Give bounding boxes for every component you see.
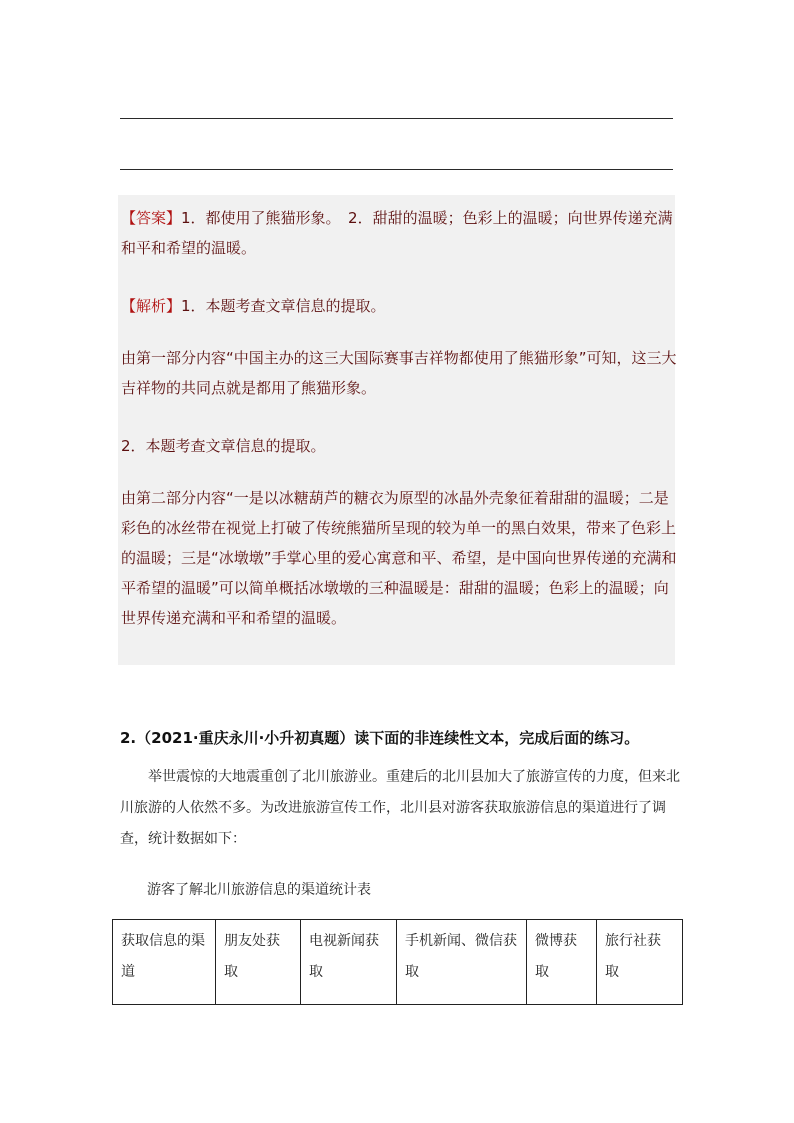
- table-title: 游客了解北川旅游信息的渠道统计表: [147, 882, 371, 898]
- answer-tag: 【答案】: [121, 209, 182, 227]
- analysis-intro: 1．本题考查文章信息的提取。: [181, 297, 386, 315]
- answer-text: 1．都使用了熊猫形象。 2．甜甜的温暖；色彩上的温暖；向世界传递充满和平和希望的温暖。: [121, 209, 673, 257]
- analysis-paragraph: [121, 291, 677, 321]
- channels-table: [112, 919, 683, 1005]
- answer-blank-line-1: [120, 118, 673, 119]
- table-header-cell: 微博获取: [527, 920, 597, 1005]
- table-header-cell: 朋友处获取: [216, 920, 301, 1005]
- answer-paragraph: [121, 203, 677, 263]
- table-header-row: [113, 920, 683, 1005]
- analysis-part1: 由第一部分内容“中国主办的这三大国际赛事吉祥物都使用了熊猫形象”可知，这三大吉祥物的共同点就是都用了熊猫形象。: [121, 349, 677, 397]
- analysis-tag: 【解析】: [121, 297, 182, 315]
- table-header-cell: 获取信息的渠道: [113, 920, 216, 1005]
- question-label: 2.（2021·重庆永川·小升初真题）读下面的非连续性文本，完成后面的练习。: [120, 729, 640, 747]
- answer-blank-line-2: [120, 169, 673, 170]
- table-header-cell: 手机新闻、微信获取: [397, 920, 527, 1005]
- analysis-q2: 2．本题考查文章信息的提取。: [121, 437, 326, 455]
- question-intro: 举世震惊的大地震重创了北川旅游业。重建后的北川县加大了旅游宣传的力度，但来北川旅游的人依然不多。为改进旅游宣传工作，北川县对游客获取旅游信息的渠道进行了调查，统计数据如下：: [120, 769, 680, 847]
- table-header-cell: 旅行社获取: [597, 920, 683, 1005]
- table-header-cell: 电视新闻获取: [301, 920, 397, 1005]
- analysis-part2: 由第二部分内容“一是以冰糖葫芦的糖衣为原型的冰晶外壳象征着甜甜的温暖；二是彩色的冰丝带在视觉上打破了传统熊猫所呈现的较为单一的黑白效果，带来了色彩上的温暖；三是“冰墩墩”手掌心里的爱心寓意和平、希望，是中国向世界传递的充满和平希望的温暖”可以简单概括冰墩墩的三种温暖是：甜甜的温暖；色彩上的温暖；向世界传递充满和平和希望的温暖。: [121, 489, 677, 627]
